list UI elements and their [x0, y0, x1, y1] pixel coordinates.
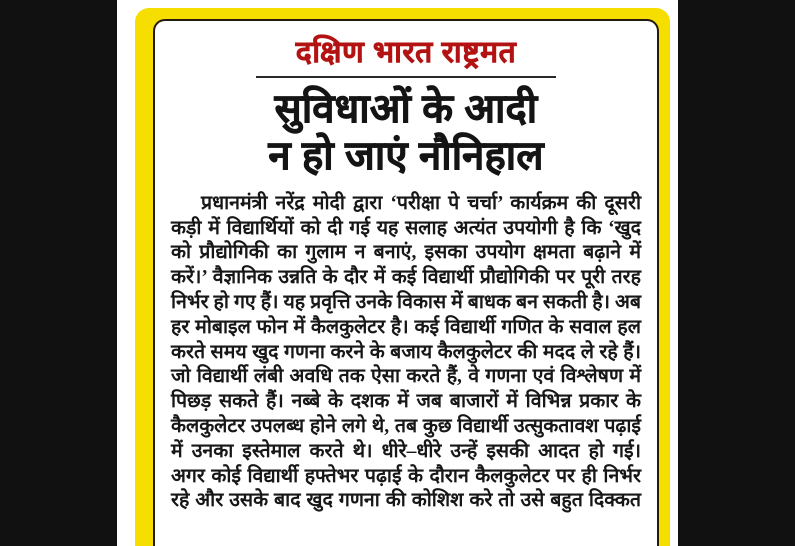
- yellow-border-frame: [135, 8, 670, 546]
- body-line-1: प्रधानमंत्री नरेंद्र मोदी द्वारा ‘परीक्षा पे चर्चा’ कार्यक्रम की दूसरी: [201, 192, 641, 214]
- body-line-8: जो विद्यार्थी लंबी अवधि तक ऐसा करते हैं, वे गणना एवं विश्लेषण में: [171, 366, 641, 388]
- body-line-9: पिछड़ सकते हैं। नब्बे के दशक में जब बाजारों में विभिन्न प्रकार के: [171, 391, 641, 413]
- body-line-12: अगर कोई विद्यार्थी हफ्तेभर पढ़ाई के दौरान कैलकुलेटर पर ही निर्भर: [171, 465, 641, 487]
- article-clipping: [153, 19, 659, 546]
- newspaper-page: [117, 0, 678, 546]
- body-line-3: को प्रौद्योगिकी का गुलाम न बनाएं, इसका उपयोग क्षमता बढ़ाने में: [171, 242, 641, 264]
- letterbox-bar-left: [0, 0, 117, 546]
- body-line-5: निर्भर हो गए हैं। यह प्रवृत्ति उनके विकास में बाधक बन सकती है। अब: [171, 292, 641, 314]
- body-line-4: करें।’ वैज्ञानिक उन्नति के दौर में कई विद्यार्थी प्रौद्योगिकी पर पूरी तरह: [171, 267, 641, 289]
- body-line-11: में उनका इस्तेमाल करते थे। धीरे–धीरे उन्हें इसकी आदत हो गई।: [171, 440, 641, 462]
- article-body: [167, 192, 645, 514]
- body-line-10: कैलकुलेटर उपलब्ध होने लगे थे, तब कुछ विद्यार्थी उत्सुकतावश पढ़ाई: [171, 416, 641, 438]
- article-inner: [155, 21, 657, 514]
- body-line-2: कड़ी में विद्यार्थियों को दी गई यह सलाह अत्यंत उपयोगी है कि ‘खुद: [171, 217, 641, 239]
- article-headline: [167, 86, 645, 180]
- letterbox-bar-right: [678, 0, 795, 546]
- headline-line-1: सुविधाओं के आदी: [274, 86, 538, 131]
- body-line-13: रहे और उसके बाद खुद गणना की कोशिश करे तो उसे बहुत दिक्कत: [171, 490, 641, 512]
- masthead-divider: [256, 76, 556, 78]
- headline-line-2: न हो जाएं नौनिहाल: [268, 133, 544, 178]
- body-line-6: हर मोबाइल फोन में कैलकुलेटर है। कई विद्यार्थी गणित के सवाल हल: [171, 316, 641, 338]
- body-line-7: करते समय खुद गणना करने के बजाय कैलकुलेटर की मदद ले रहे हैं।: [171, 341, 641, 363]
- newspaper-masthead: दक्षिण भारत राष्ट्रमत: [295, 36, 517, 69]
